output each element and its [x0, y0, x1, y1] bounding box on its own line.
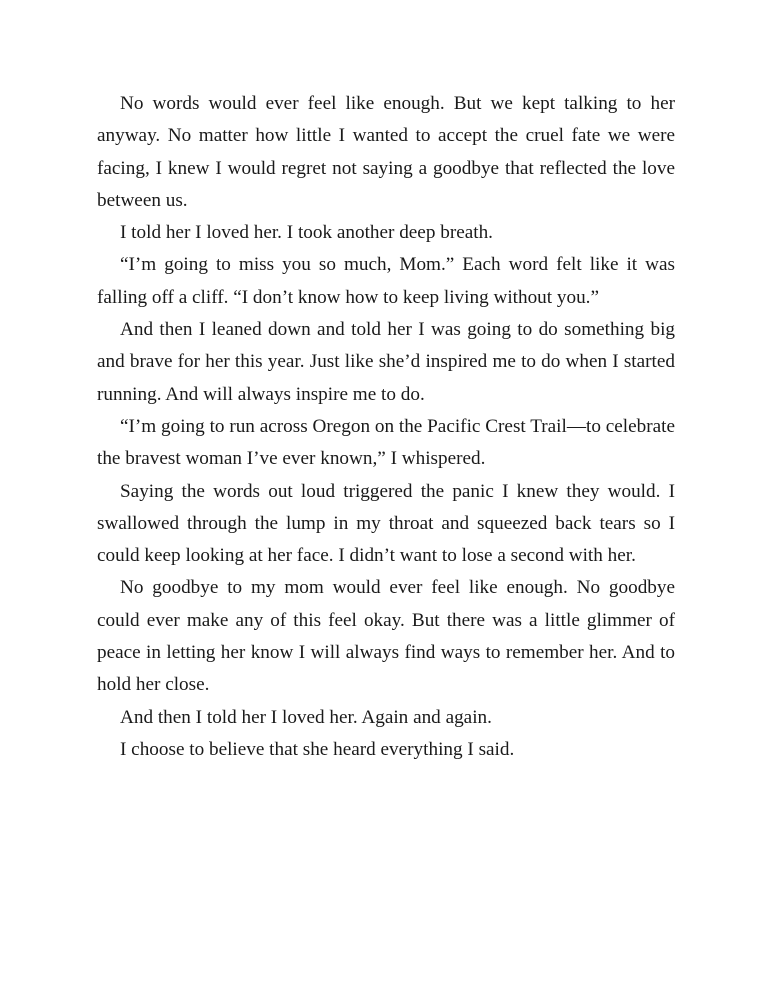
paragraph-5: “I’m going to run across Oregon on the Pacific Crest Trail—to celebrate the bravest woman I’ve ever known,” I whispered.: [97, 415, 675, 470]
paragraph-7: No goodbye to my mom would ever feel like enough. No goodbye could ever make any of this feel okay. But there was a little glimmer of peace in letting her know I will always find ways to remember her. And to hold her close.: [97, 577, 675, 696]
document-page: [97, 88, 675, 766]
paragraph-6: Saying the words out loud triggered the panic I knew they would. I swallowed through the lump in my throat and squeezed back tears so I could keep looking at her face. I didn’t want to lose a second with her.: [97, 480, 675, 567]
paragraph-8: And then I told her I loved her. Again and again.: [120, 706, 492, 728]
paragraph-2: I told her I loved her. I took another deep breath.: [120, 222, 493, 244]
paragraph-3: “I’m going to miss you so much, Mom.” Each word felt like it was falling off a cliff. “I don’t know how to keep living without you.”: [97, 254, 675, 308]
paragraph-1: No words would ever feel like enough. But we kept talking to her anyway. No matter how little I wanted to accept the cruel fate we were facing, I knew I would regret not saying a goodbye that reflected the love between us.: [97, 93, 675, 211]
paragraph-4: And then I leaned down and told her I was going to do something big and brave for her this year. Just like she’d inspired me to do when I started running. And will always inspire me to do.: [97, 319, 675, 405]
paragraph-9: I choose to believe that she heard everything I said.: [120, 738, 515, 760]
